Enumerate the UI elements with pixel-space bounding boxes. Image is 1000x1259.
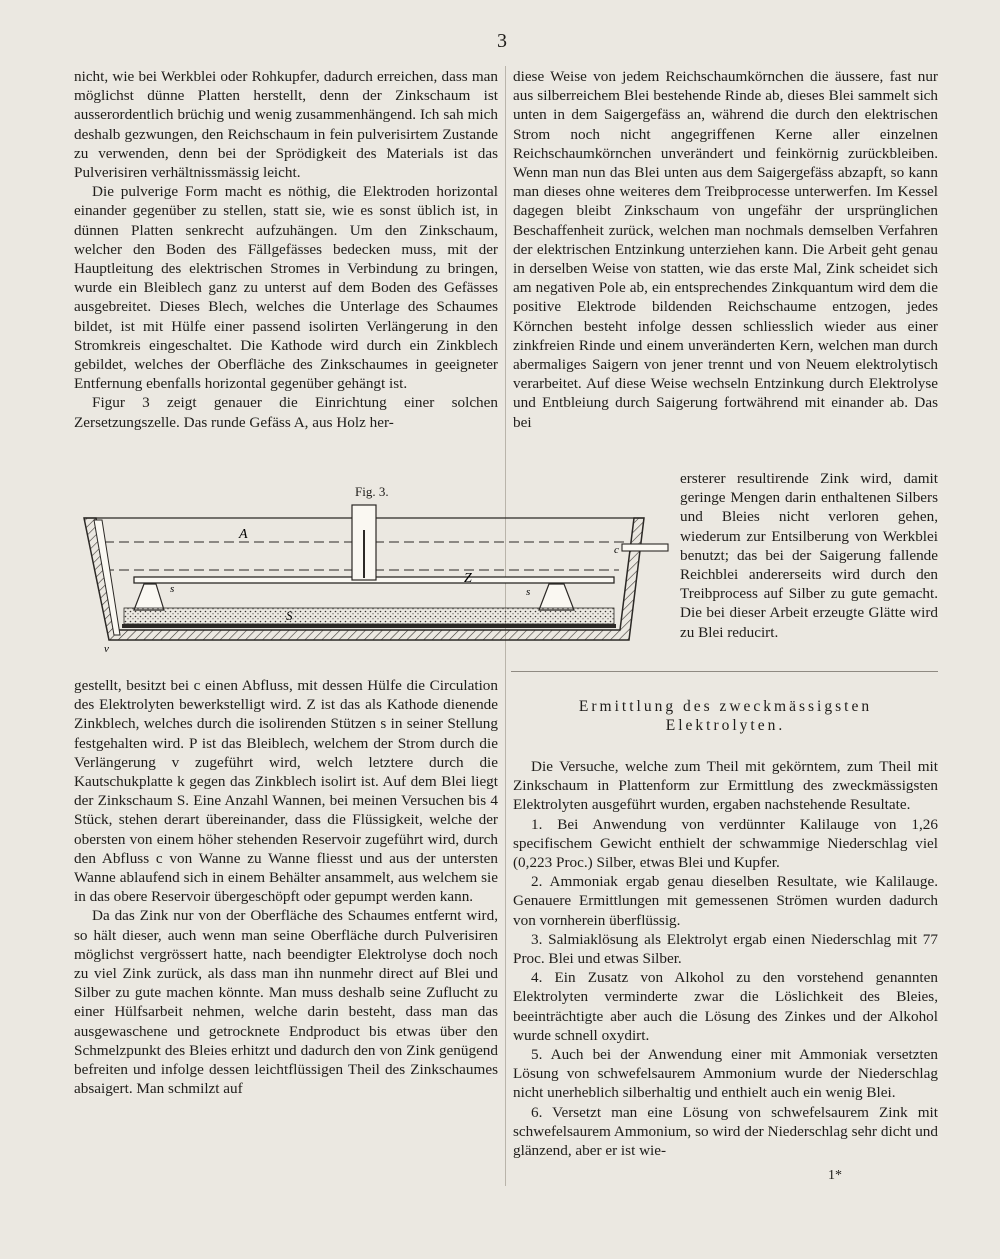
label-S: S [286,608,293,623]
zinc-foam [124,608,614,624]
outflow-pipe [622,544,668,551]
paragraph: 2. Ammoniak ergab genau dieselben Resultate, wie Kalilauge. Genauere Ermittlungen mit gemessenen Strömen wurden dadurch von vornherein überflüssig. [513,873,938,929]
left-column-top [74,67,498,432]
label-s-right: s [526,586,531,598]
signature-mark: 1* [828,1168,842,1183]
paragraph: Die pulverige Form macht es nöthig, die Elektroden horizontal einander gegenüber zu stellen, statt sie, wie es sonst üblich ist, in dünnen Platten senkrecht aufzuhängen. Um den Zinkschaum, welcher den Boden des Fällgefässes bedecken muss, mit der Hauptleitung des elektrischen Stromes in Verbindung zu bringen, wurde ein Bleiblech ganz zu unterst auf dem Boden des Gefässes ausgebreitet. Dieses Blech, welches die Unterlage des Schaumes bildet, ist mit Hülfe einer passend isolirten Verlängerung in den Stromkreis eingeschaltet. Die Kathode wird durch ein Zinkblech gebildet, welches der Oberfläche des Zinkschaumes in geeigneter Entfernung ebenfalls horizontal gegenüber gehängt ist. [74,183,498,393]
heading-line-2: Elektrolyten. [665,717,786,734]
right-column-top [513,67,938,432]
paragraph: 4. Ein Zusatz von Alkohol zu den vorstehend genannten Elektrolyten verminderte zwar die Löslichkeit des Bleies, beeinträchtigte aber auch die Lösung des Zinkes und der Alkohol wurde schnell oxydirt. [513,969,938,1044]
paragraph: Die Versuche, welche zum Theil mit gekörntem, zum Theil mit Zinkschaum in Plattenform zur Ermittlung des zweckmässigsten Elektrolyten ausgeführt wurden, ergaben nachstehende Resultate. [513,758,938,814]
support-right [539,584,574,610]
label-v: v [104,643,109,655]
paragraph: gestellt, besitzt bei c einen Abfluss, mit dessen Hülfe die Circulation des Elektrolyten bewerkstelligt wird. Z ist das als Kathode dienende Zinkblech, welches durch die isolirenden Stützen s in seiner Stellung festgehalten wird. P ist das Bleiblech, welchem der Strom durch die Verlängerung v zugeführt wird, welch letztere durch die Kautschukplatte k gegen das Zinkblech isolirt ist. Auf dem Blei liegt der Zinkschaum S. Eine Anzahl Wannen, bei meinen Versuchen bis 4 Stück, stehen derart übereinander, dass die Flüssigkeit, welche der obersten von einem höher stehenden Reservoir zugeführt wird, durch den Abfluss c von Wanne zu Wanne fliesst und aus der untersten Wanne ablaufend sich in einem Behälter ansammelt, aus welchem sie in das obere Reservoir übergeschöpft oder gepumpt werden kann. [74,677,498,906]
support-left [134,584,164,610]
heading-line-1: Ermittlung des zweckmässigsten [578,698,873,715]
paragraph: Da das Zink nur von der Oberfläche des Schaumes entfernt wird, so hält dieser, auch wenn man seine Oberfläche durch Pulverisiren möglichst vergrössert hatte, nach beendigter Elektrolyse doch noch zu viel Zink zurück, als dass man ihn nunmehr direct auf Blei und Silber zu gute machen könnte. Man muss deshalb seine Zuflucht zu einer Hülfsarbeit nehmen, welche darin besteht, dass man das ausgewaschene und getrocknete Endproduct bis etwas über den Schmelzpunkt des Bleies erhitzt und dadurch den von Zink genügend befreiten und infolge dessen leichtflüssigen Theil des Zinkschaumes absaigert. Man schmilzt auf [74,907,498,1098]
label-c: c [614,544,619,556]
label-A: A [239,527,248,542]
paragraph: nicht, wie bei Werkblei oder Rohkupfer, dadurch erreichen, dass man möglichst dünne Platten herstellt, denn der Zinkschaum ist ausserordentlich brüchig und wenig zusammenhängend. Ich sah mich deshalb gezwungen, den Reichschaum in fein pulverisirtem Zustande zu verwenden, denn bei der Sprödigkeit des Materials ist das Pulverisiren verhältnissmässig leicht. [74,68,498,182]
label-s-left: s [170,583,175,595]
page-number: 3 [497,30,507,52]
paragraph: 1. Bei Anwendung von verdünnter Kalilauge von 1,26 specifischem Gewicht enthielt der schwammige Niederschlag viel (0,223 Proc.) Silber, etwas Blei und Kupfer. [513,815,938,872]
paragraph: 3. Salmiaklösung als Elektrolyt ergab einen Niederschlag mit 77 Proc. Blei und etwas Silber. [513,930,938,968]
paragraph: ersterer resultirende Zink wird, damit geringe Mengen darin enthaltenen Silbers und Bleies nicht verloren gehen, wiederum zur Entsilberung von Werkblei benutzt; das bei der Saigerung fallende Reichblei andererseits wird durch den Treibprocess auf Silber zu gute gemacht. Die bei dieser Arbeit erzeugte Glätte wird zu Blei reducirt. [680,470,938,641]
label-Z: Z [464,571,472,586]
right-column-narrow [680,469,938,642]
paragraph: Figur 3 zeigt genauer die Einrichtung einer solchen Zersetzungszelle. Das runde Gefäss A, aus Holz her- [74,394,498,431]
lead-plate [122,624,616,628]
paragraph: 5. Auch bei der Anwendung einer mit Ammoniak versetzten Lösung von schwefelsaurem Ammonium wurde der Niederschlag nicht unerheblich silberhaltig und enthielt auch ein wenig Blei. [513,1046,938,1102]
paragraph: diese Weise von jedem Reichschaumkörnchen die äussere, fast nur aus silberreichem Blei bestehende Rinde ab, dieses Blei sammelt sich unten in dem Saigergefäss an, während die durch den elektrischen Strom noch nicht angegriffenen Kerne aller einzelnen Reichschaumkörnchen unverändert und feinkörnig zurückbleiben. Wenn man nun das Blei unten aus dem Saigergefäss abzapft, so kann man dieses ohne weiteres dem Treibprocesse unterwerfen. Im Kessel dagegen bleibt Zinkschaum von ungefähr der ursprünglichen Beschaffenheit zurück, welchen man nochmals demselben Verfahren der elektrischen Entzinkung unterziehen kann. Die Arbeit geht genau in derselben Weise von statten, wie das erste Mal, Zink scheidet sich am negativen Pole ab, ein entsprechendes Zinkquantum wird dem die positive Elektrode bildenden Reichschaume entzogen, jedes Körnchen besteht infolge dessen schliesslich wieder aus einer zinkfreien Rinde und einem unveränderten Kern, welchen man durch abermaliges Saigern von jener trennt und von Neuem elektrolytisch verarbeitet. Auf diese Weise wechseln Entzinkung durch Elektrolyse und Entbleiung durch Saigerung fortwährend mit einander ab. Das bei [513,68,938,431]
figure-electrolysis-cell [74,480,674,660]
right-column-bottom [513,697,938,1160]
section-heading [513,697,938,735]
paragraph: 6. Versetzt man eine Lösung von schwefelsaurem Zink mit schwefelsaurem Ammonium, so wird der Niederschlag sehr dicht und glänzend, aber er ist wie- [513,1103,938,1160]
left-column-bottom [74,676,498,1098]
figure-caption: Fig. 3. [355,484,389,499]
section-divider [511,671,938,672]
